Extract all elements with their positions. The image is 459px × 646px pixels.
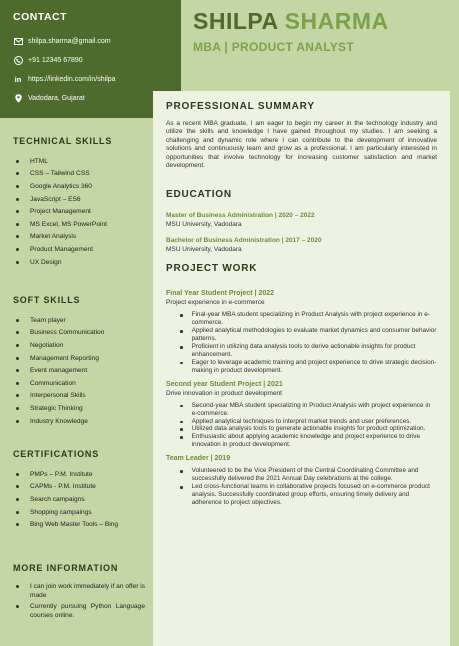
phone-icon bbox=[13, 56, 23, 66]
bullet-icon bbox=[180, 314, 183, 317]
list-item: Utilized data analysis tools to generate actionable insights for product optimization. bbox=[180, 425, 437, 433]
project-title: Team Leader | 2019 bbox=[166, 455, 231, 463]
project-list bbox=[166, 290, 437, 506]
bullet-icon bbox=[180, 362, 183, 365]
bullet-icon bbox=[180, 330, 183, 333]
list-item: Product Management bbox=[13, 243, 145, 256]
certifications-section bbox=[13, 449, 145, 531]
education-degree: Bachelor of Business Administration | 2017 – 2020 bbox=[166, 237, 322, 245]
list-item: Shopping campaings bbox=[13, 506, 145, 519]
list-item: Market Analysis bbox=[13, 231, 145, 244]
list-item: CSS – Tailwind CSS bbox=[13, 168, 145, 181]
soft-skills-heading: SOFT SKILLS bbox=[13, 295, 81, 305]
list-item: HTML bbox=[13, 155, 145, 168]
contact-linkedin-row bbox=[13, 70, 181, 89]
bullet-icon bbox=[16, 585, 19, 588]
bullet-icon bbox=[16, 198, 19, 201]
bullet-icon bbox=[16, 407, 19, 410]
list-item: Communication bbox=[13, 377, 145, 390]
contact-phone-row bbox=[13, 51, 181, 70]
project-item bbox=[166, 290, 437, 374]
bullet-icon bbox=[16, 185, 19, 188]
list-item: Proficient in utilizing data analysis tools to derive actionable insights for product enhancement. bbox=[180, 343, 437, 359]
bullet-icon bbox=[180, 486, 183, 489]
bullet-icon bbox=[180, 428, 183, 431]
bullet-icon bbox=[16, 210, 19, 213]
bullet-icon bbox=[16, 357, 19, 360]
first-name: SHILPA bbox=[193, 8, 278, 34]
list-item: Currently pursuing Python Language courses online. bbox=[13, 602, 145, 620]
location-icon bbox=[13, 94, 23, 104]
list-item: Management Reporting bbox=[13, 352, 145, 365]
bullet-icon bbox=[16, 344, 19, 347]
list-item: Industry Knowledge bbox=[13, 415, 145, 428]
education-degree: Master of Business Administration | 2020 – 2022 bbox=[166, 212, 315, 220]
bullet-icon bbox=[180, 470, 183, 473]
bullet-icon bbox=[16, 160, 19, 163]
contact-location: Vadodara, Gujarat bbox=[28, 95, 85, 102]
bullet-icon bbox=[16, 523, 19, 526]
list-item: Negotiation bbox=[13, 339, 145, 352]
project-bullets bbox=[166, 402, 437, 449]
list-item: Volunteered to be the Vice President of the Central Coordinating Committee and successfully delivered the 2021 Annual Day celebrations at the college. bbox=[180, 467, 437, 483]
education-item bbox=[166, 237, 437, 253]
soft-skills-list bbox=[13, 314, 145, 427]
bullet-icon bbox=[16, 420, 19, 423]
list-item: PMPs – P.M. Institute bbox=[13, 468, 145, 481]
list-item: Project Management bbox=[13, 205, 145, 218]
project-title: Second year Student Project | 2021 bbox=[166, 380, 283, 388]
project-bullets bbox=[166, 311, 437, 374]
list-item: CAPMs - P.M. Institute bbox=[13, 481, 145, 494]
summary-heading: PROFESSIONAL SUMMARY bbox=[166, 101, 315, 112]
list-item: UX Design bbox=[13, 256, 145, 269]
project-subtitle: Project experience in e-commerce bbox=[166, 299, 265, 307]
list-item: Eager to leverage academic training and project experience to drive strategic decision-making in product development. bbox=[180, 359, 437, 375]
bullet-icon bbox=[16, 223, 19, 226]
contact-email[interactable]: shilpa.sharma@gmail.com bbox=[28, 38, 111, 45]
contact-linkedin[interactable]: https://linkedin.com/in/shilpa bbox=[28, 76, 116, 83]
job-title: MBA | PRODUCT ANALYST bbox=[193, 40, 354, 54]
education-item bbox=[166, 212, 437, 228]
list-item: Google Analytics 360 bbox=[13, 180, 145, 193]
bullet-icon bbox=[180, 421, 183, 424]
contact-heading: CONTACT bbox=[13, 11, 68, 23]
last-name: SHARMA bbox=[284, 8, 389, 34]
candidate-name bbox=[193, 8, 389, 35]
certifications-list bbox=[13, 468, 145, 531]
certifications-heading: CERTIFICATIONS bbox=[13, 449, 100, 459]
project-item bbox=[166, 455, 437, 507]
bullet-icon bbox=[16, 369, 19, 372]
email-icon bbox=[13, 37, 23, 47]
list-item: Final-year MBA student specializing in Product Analysis with project experience in e-commerce. bbox=[180, 311, 437, 327]
summary-text: As a recent MBA graduate, I am eager to begin my career in the technology industry and utilize the skills and knowledge I have gained throughout my studies. I am seeking a challenging and dynamic role where I can contribute to the development of innovative solutions and continuously learn and grow as a professional. I am particularly interested in opportunities that involve technology for increasing customer satisfaction and market development. bbox=[166, 120, 437, 170]
education-heading: EDUCATION bbox=[166, 189, 232, 201]
list-item: Strategic Thinking bbox=[13, 402, 145, 415]
bullet-icon bbox=[16, 473, 19, 476]
education-school: MSU University, Vadodara bbox=[166, 221, 242, 229]
list-item: Second-year MBA student specializing in Product Analysis with project experience in e-commerce. bbox=[180, 402, 437, 418]
list-item: Applied analytical methodologies to evaluate market dynamics and consumer behavior patterns. bbox=[180, 327, 437, 343]
contact-phone[interactable]: +91 12345 67890 bbox=[28, 57, 83, 64]
list-item: I can join work immediately if an offer is made bbox=[13, 582, 145, 600]
list-item: JavaScript – ES6 bbox=[13, 193, 145, 206]
linkedin-icon: in bbox=[14, 75, 22, 84]
main-content bbox=[153, 91, 450, 646]
technical-skills-section bbox=[13, 136, 145, 268]
project-bullets bbox=[166, 467, 437, 507]
bullet-icon bbox=[16, 261, 19, 264]
more-information-section bbox=[13, 563, 145, 622]
contact-email-row bbox=[13, 32, 181, 51]
bullet-icon bbox=[16, 382, 19, 385]
bullet-icon bbox=[16, 248, 19, 251]
list-item: Enthusiastic about applying academic knowledge and project experience to drive innovation in product development. bbox=[180, 433, 437, 449]
education-school: MSU University, Vadodara bbox=[166, 246, 242, 254]
bullet-icon bbox=[16, 498, 19, 501]
list-item: Led cross-functional teams in collaborative projects focused on e-commerce product analysis. Successfully coordinated group efforts, ensuring timely delivery and adherence to project objectives. bbox=[180, 483, 437, 507]
project-subtitle: Drive innovation in product development bbox=[166, 389, 282, 397]
education-list bbox=[166, 212, 437, 253]
bullet-icon bbox=[16, 511, 19, 514]
bullet-icon bbox=[16, 394, 19, 397]
list-item: Team player bbox=[13, 314, 145, 327]
list-item: Bing Web Master Tools – Bing bbox=[13, 518, 145, 531]
list-item: Applied analytical techniques to interpret market trends and user preferences. bbox=[180, 418, 437, 426]
bullet-icon bbox=[16, 319, 19, 322]
project-work-heading: PROJECT WORK bbox=[166, 263, 258, 275]
list-item: Search campaigns bbox=[13, 493, 145, 506]
bullet-icon bbox=[16, 172, 19, 175]
bullet-icon bbox=[16, 485, 19, 488]
more-information-list bbox=[13, 582, 145, 620]
list-item: Event management bbox=[13, 364, 145, 377]
bullet-icon bbox=[180, 346, 183, 349]
list-item: Business Communication bbox=[13, 327, 145, 340]
bullet-icon bbox=[16, 331, 19, 334]
soft-skills-section bbox=[13, 295, 145, 427]
technical-skills-list bbox=[13, 155, 145, 268]
project-item bbox=[166, 381, 437, 449]
bullet-icon bbox=[16, 235, 19, 238]
bullet-icon bbox=[180, 436, 183, 439]
list-item: MS Excel, MS PowerPoint bbox=[13, 218, 145, 231]
bullet-icon bbox=[180, 405, 183, 408]
more-information-heading: MORE INFORMATION bbox=[13, 563, 119, 573]
bullet-icon bbox=[16, 605, 19, 608]
technical-skills-heading: TECHNICAL SKILLS bbox=[13, 136, 113, 146]
list-item: Interpersonal Skills bbox=[13, 390, 145, 403]
project-title: Final Year Student Project | 2022 bbox=[166, 290, 275, 298]
